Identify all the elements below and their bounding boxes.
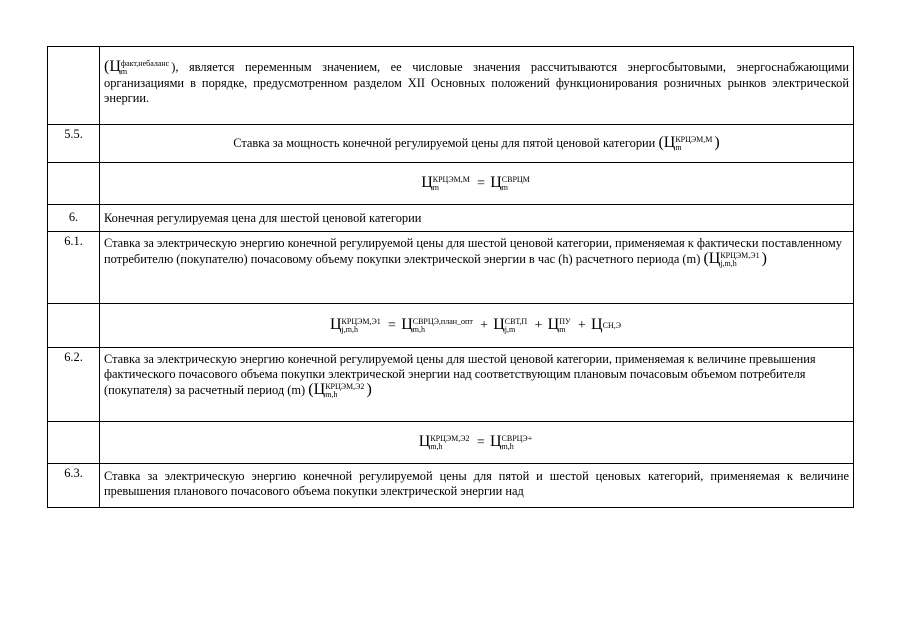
- row-description: Конечная регулируемая цена для шестой ценовой категории: [100, 205, 854, 232]
- formula-row: [48, 422, 854, 464]
- table-row: [48, 47, 854, 125]
- table-row: [48, 125, 854, 163]
- table-row: [48, 205, 854, 232]
- row-number: 5.5.: [48, 125, 100, 163]
- row-description: Ставка за мощность конечной регулируемой цены для пятой ценовой категории (Ц КРЦЭМ,М m ): [100, 125, 854, 163]
- row-description: (Ц факт,небаланс m ), является переменным значением, ее числовые значения рассчитываются энергосбытовыми, энергоснабжающими организациями в порядке, предусмотренном разделом XII Основных положений функционирования розничных рынков электрической энергии.: [100, 47, 854, 125]
- formula: Ц КРЦЭМ,Э2 m,h = Ц СВРЦЭ+ m,h: [100, 422, 854, 464]
- row-number: 6.: [48, 205, 100, 232]
- row-description: Ставка за электрическую энергию конечной регулируемой цены для шестой ценовой категории, применяемая к фактически поставленному потребителю (покупателю) почасовому объему покупки электрической энергии в час (h) расчетного периода (m) (Ц КРЦЭМ,Э1 j,m,h ): [100, 232, 854, 304]
- table-row: [48, 464, 854, 508]
- formula-row: [48, 304, 854, 348]
- row-description: Ставка за электрическую энергию конечной регулируемой цены для пятой и шестой ценовых категорий, применяемая к величине превышения планового почасового объема покупки электрической энергии над: [100, 464, 854, 508]
- row-number: [48, 47, 100, 125]
- row-number: 6.2.: [48, 348, 100, 422]
- formula: Ц КРЦЭМ,Э1 j,m,h = Ц СВРЦЭ,план_опт m,h + Ц СВТ,П j,m + Ц ПУ m + Ц СН,Э: [100, 304, 854, 348]
- row-number: 6.1.: [48, 232, 100, 304]
- table-row: [48, 232, 854, 304]
- table-row: [48, 348, 854, 422]
- regulated-price-table: [47, 46, 854, 508]
- row-number: 6.3.: [48, 464, 100, 508]
- row-description: Ставка за электрическую энергию конечной регулируемой цены для шестой ценовой категории, применяемая к величине превышения фактического почасового объема покупки электрической энергии над соответствующим плановым почасовым объемом потребителя (покупателя) за расчетный период (m) (Ц КРЦЭМ,Э2 m,h ): [100, 348, 854, 422]
- formula: Ц КРЦЭМ,М m = Ц СВРЦМ m: [100, 163, 854, 205]
- formula-row: [48, 163, 854, 205]
